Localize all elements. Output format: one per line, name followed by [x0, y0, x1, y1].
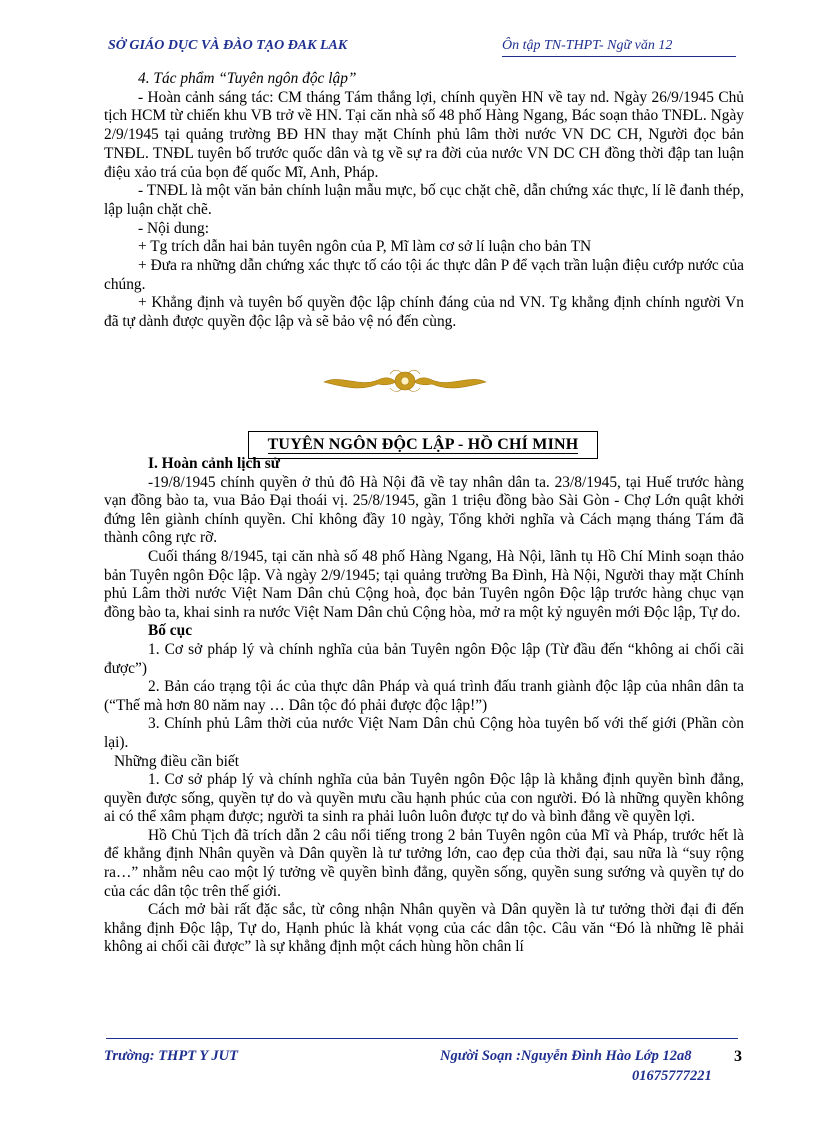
footer-phone: 01675777221 — [632, 1068, 712, 1084]
section-4-context: - Hoàn cảnh sáng tác: CM tháng Tám thắng lợi, chính quyền HN về tay nd. Ngày 26/9/1945 Chủ tịch HCM từ chiến khu VB trở về HN. Tại căn nhà số 48 phố Hàng Ngang, Bác soạn thảo TNĐL. Ngày 2/9/1945 tại quảng trường BĐ HN thay mặt Chính phủ lâm thời nước VN DC CH, Người đọc bản TNĐL. TNĐL tuyên bố trước quốc dân và tg về sự ra đời của nước VN DC CH đồng thời đập tan luận điệu xảo trá của bọn đế quốc Mĩ, Anh, Pháp. — [104, 88, 744, 181]
structure-item-1: 1. Cơ sở pháp lý và chính nghĩa của bản Tuyên ngôn Độc lập (Từ đầu đến “không ai chối cãi được”) — [104, 640, 744, 677]
structure-item-3: 3. Chính phủ Lâm thời của nước Việt Nam Dân chủ Cộng hòa tuyên bố với thế giới (Phần còn lại). — [104, 715, 744, 751]
footer-author: Người Soạn :Nguyễn Đình Hào Lớp 12a8 — [440, 1048, 692, 1064]
heading-structure: Bố cục — [148, 622, 193, 640]
paragraph-2: Cuối tháng 8/1945, tại căn nhà số 48 phố Hàng Ngang, Hà Nội, lãnh tụ Hồ Chí Minh soạn thảo bản Tuyên ngôn Độc lập. Và ngày 2/9/1945; tại quảng trường Ba Đình, Hà Nội, Người thay mặt Chính phủ Lâm thời nước Việt Nam Dân chủ Cộng hoà, đọc bản Tuyên ngôn Độc lập trước hàng chục vạn đồng bào ta, khai sinh ra nước Việt Nam Dân chủ Cộng hòa, mở ra một kỷ nguyên mới Độc lập, Tự do. — [104, 547, 744, 621]
article-body — [104, 455, 744, 957]
section-4-point-1: + Tg trích dẫn hai bản tuyên ngôn của P, Mĩ làm cơ sở lí luận cho bản TN — [138, 238, 592, 256]
section-4-point-3: + Khẳng định và tuyên bố quyền độc lập chính đáng của nd VN. Tg khẳng định chính người Vn đã tự dành được quyền độc lập và sẽ bảo vệ nó đến cùng. — [104, 294, 744, 331]
page-number: 3 — [734, 1048, 742, 1065]
paragraph-1: -19/8/1945 chính quyền ở thủ đô Hà Nội đã về tay nhân dân ta. 23/8/1945, tại Huế trước hàng vạn đồng bào ta, vua Bảo Đại thoái vị. 25/8/1945, gần 1 triệu đồng bào Sài Gòn - Chợ Lớn quật khởi đứng lên giành chính quyền. Chỉ không đầy 10 ngày, Tổng khởi nghĩa và Cách mạng tháng Tám đã thành công rực rỡ. — [104, 473, 744, 547]
header-school: SỞ GIÁO DỤC VÀ ĐÀO TẠO ĐAK LAK — [108, 38, 348, 53]
page-footer — [104, 1048, 764, 1088]
section-4-heading: 4. Tác phẩm “Tuyên ngôn độc lập” — [138, 70, 357, 87]
decorative-divider-icon — [320, 366, 490, 394]
section-4-point-2: + Đưa ra những dẫn chứng xác thực tố cáo tội ác thực dân P để vạch trần luận điệu cướp nước của chúng. — [104, 257, 744, 293]
page-header — [104, 38, 736, 60]
paragraph-5: Cách mở bài rất đặc sắc, từ công nhận Nhân quyền và Dân quyền là tư tưởng thời đại đi đến khẳng định Độc lập, Tự do, Hạnh phúc là khát vọng của các dân tộc. Câu văn “Đó là những lẽ phải không ai chối cãi được” là sự khẳng định một cách hùng hồn chân lí — [104, 901, 744, 956]
footer-school: Trường: THPT Y JUT — [104, 1048, 238, 1064]
header-subject: Ôn tập TN-THPT- Ngữ văn 12 — [502, 38, 736, 57]
section-4-content-label: - Nội dung: — [138, 219, 209, 237]
paragraph-3: 1. Cơ sở pháp lý và chính nghĩa của bản Tuyên ngôn Độc lập là khẳng định quyền bình đẳng, quyền được sống, quyền tự do và quyền mưu cầu hạnh phúc của con người. Đó là những quyền không ai có thể xâm phạm được; người ta sinh ra phải luôn luôn được tự do và bình đẳng về quyền lợi. — [104, 771, 744, 826]
section-4-genre: - TNĐL là một văn bản chính luận mẫu mực, bố cục chặt chẽ, dẫn chứng xác thực, lí lẽ đanh thép, lập luận chặt chẽ. — [104, 182, 744, 218]
paragraph-4: Hồ Chủ Tịch đã trích dẫn 2 câu nổi tiếng trong 2 bản Tuyên ngôn của Mĩ và Pháp, trước hết là để khẳng định Nhân quyền và Dân quyền là tư tưởng lớn, cao đẹp của thời đại, sau nữa là “suy rộng ra…” nhằm nêu cao một lý tưởng về quyền bình đẳng, quyền sống, quyền sung sướng và quyền tự do của các dân tộc trên thế giới. — [104, 826, 744, 900]
section-4 — [104, 70, 744, 332]
structure-item-2: 2. Bản cáo trạng tội ác của thực dân Pháp và quá trình đấu tranh giành độc lập của nhân dân ta (“Thế mà hơn 80 năm nay … Dân tộc đó phải được độc lập!”) — [104, 678, 744, 714]
heading-things-to-know: Những điều cần biết — [114, 752, 240, 770]
heading-historical-context: I. Hoàn cảnh lịch sử — [148, 455, 280, 472]
footer-divider — [106, 1038, 738, 1039]
article-title-text: TUYÊN NGÔN ĐỘC LẬP - HỒ CHÍ MINH — [267, 436, 579, 453]
